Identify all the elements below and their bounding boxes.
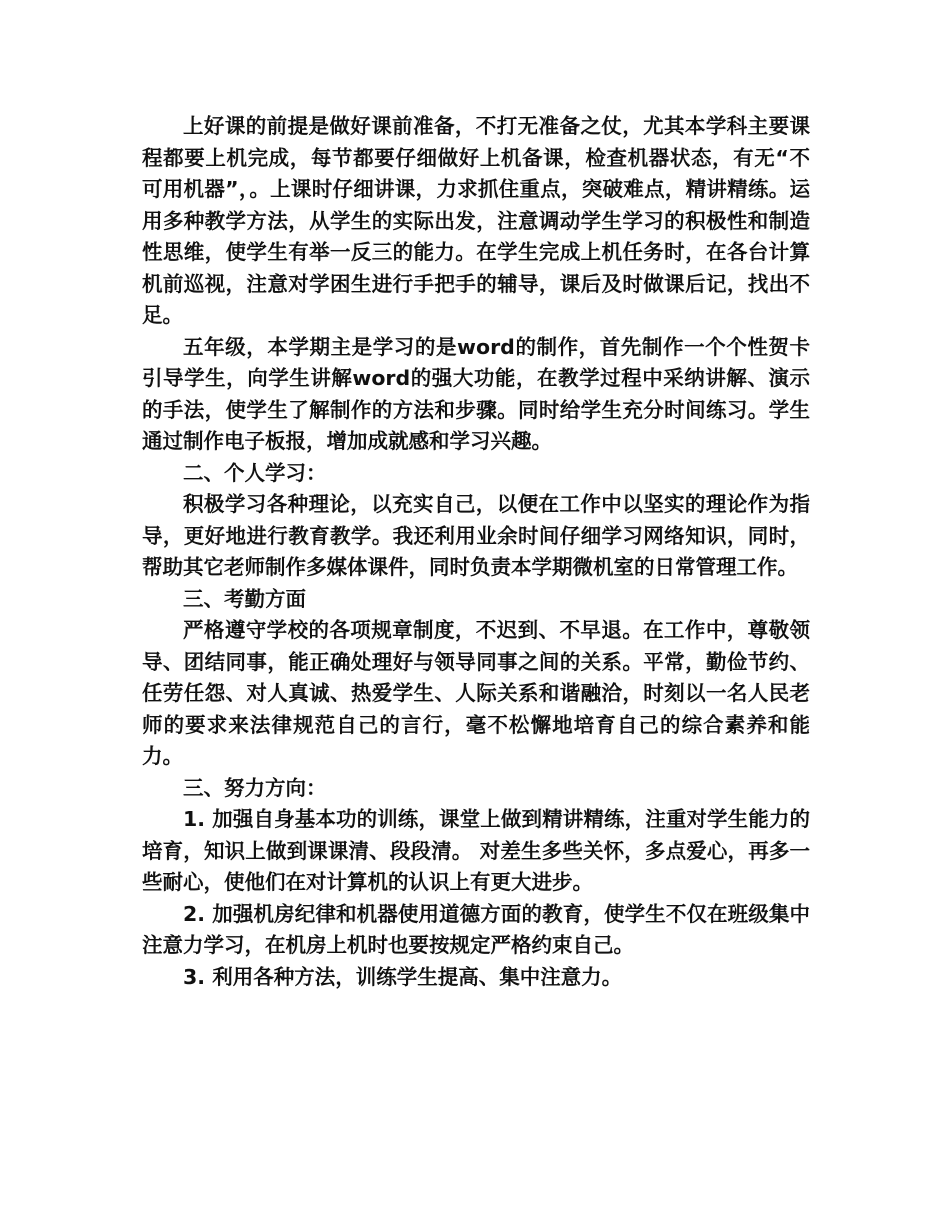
list-item-3: 3. 利用各种方法，训练学生提高、集中注意力。 xyxy=(183,964,623,989)
heading-personal-study: 二、个人学习： xyxy=(183,460,327,485)
list-item-1: 1. 加强自身基本功的训练，课堂上做到精讲精练，注重对学生能力的培育，知识上做到课课清、段段清。 对差生多些关怀，多点爱心，再多一些耐心，使他们在对计算机的认识上有更大进步。 xyxy=(142,807,810,894)
document-body xyxy=(142,111,810,993)
paragraph-personal-study: 积极学习各种理论，以充实自己，以便在工作中以坚实的理论作为指导，更好地进行教育教学。我还利用业余时间仔细学习网络知识，同时，帮助其它老师制作多媒体课件，同时负责本学期微机室的日常管理工作。 xyxy=(142,492,810,579)
paragraph-grade-five-word: 五年级，本学期主是学习的是word的制作，首先制作一个个性贺卡引导学生，向学生讲解word的强大功能，在教学过程中采纳讲解、演示的手法，使学生了解制作的方法和步骤。同时给学生充分时间练习。学生通过制作电子板报，增加成就感和学习兴趣。 xyxy=(142,334,810,453)
heading-effort-direction: 三、努力方向： xyxy=(183,775,327,800)
paragraph-attendance: 严格遵守学校的各项规章制度，不迟到、不早退。在工作中，尊敬领导、团结同事，能正确处理好与领导同事之间的关系。平常，勤俭节约、任劳任怨、对人真诚、热爱学生、人际关系和谐融洽，时刻以一名人民老师的要求来法律规范自己的言行，毫不松懈地培育自己的综合素养和能力。 xyxy=(142,618,810,768)
heading-attendance: 三、考勤方面 xyxy=(183,586,306,611)
paragraph-lesson-preparation: 上好课的前提是做好课前准备，不打无准备之仗，尤其本学科主要课程都要上机完成，每节都要仔细做好上机备课，检查机器状态，有无“不可用机器”，。上课时仔细讲课，力求抓住重点，突破难点，精讲精练。运用多种教学方法，从学生的实际出发，注意调动学生学习的积极性和制造性思维，使学生有举一反三的能力。在学生完成上机任务时，在各台计算机前巡视，注意对学困生进行手把手的辅导，课后及时做课后记，找出不足。 xyxy=(142,114,810,327)
list-item-2: 2. 加强机房纪律和机器使用道德方面的教育，使学生不仅在班级集中注意力学习，在机房上机时也要按规定严格约束自己。 xyxy=(142,901,810,957)
